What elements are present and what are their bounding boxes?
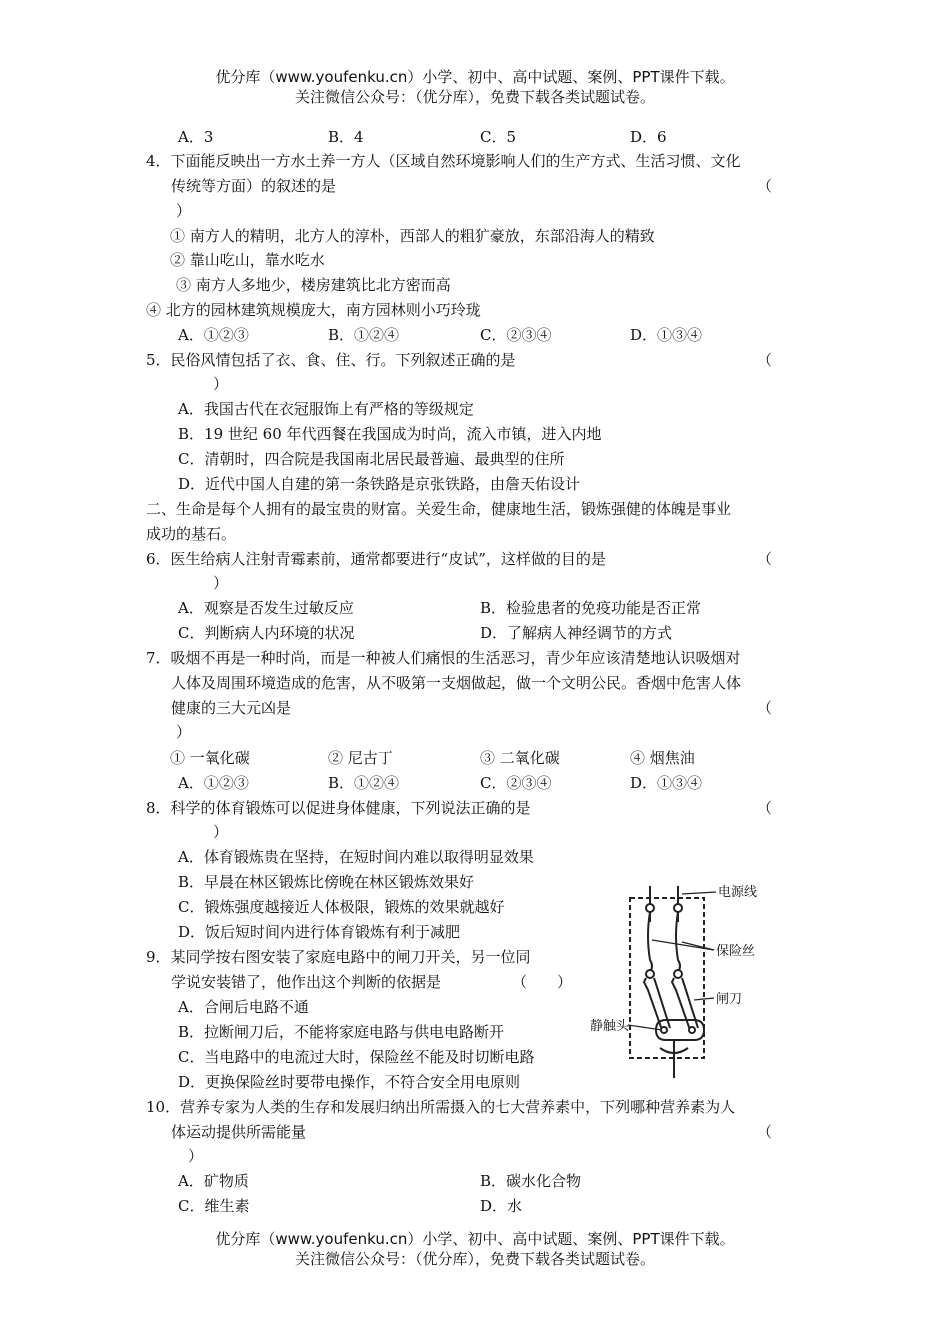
q6-answer-paren-close: ） (213, 574, 229, 592)
q9-stem-line-1: 9．某同学按右图安装了家庭电路中的闸刀开关，另一位同 (146, 948, 531, 966)
upper-terminal-right (674, 904, 682, 912)
q10-option-a: A．矿物质 (178, 1172, 249, 1190)
q4-statement-2: ② 靠山吃山，靠水吃水 (170, 251, 325, 269)
label-power-line: 电源线 (718, 885, 758, 900)
q5-stem: 5．民俗风情包括了衣、食、住、行。下列叙述正确的是 (146, 351, 516, 369)
q9-answer-paren: （ ） (512, 973, 573, 991)
q5-option-b: B．19 世纪 60 年代西餐在我国成为时尚，流入市镇，进入内地 (178, 425, 602, 443)
upper-terminal-left (646, 904, 654, 912)
q7-statement-1: ① 一氧化碳 (170, 749, 250, 767)
q7-statement-3: ③ 二氧化碳 (480, 749, 560, 767)
blade-left (644, 978, 670, 1030)
q4-option-c: C．②③④ (480, 326, 552, 344)
q6-option-a: A．观察是否发生过敏反应 (178, 599, 354, 617)
q8-option-b: B．早晨在林区锻炼比傍晚在林区锻炼效果好 (178, 873, 475, 891)
q7-stem-line-1: 7．吸烟不再是一种时尚，而是一种被人们痛恨的生活恶习，青少年应该清楚地认识吸烟对 (146, 649, 741, 667)
q8-answer-paren-close: ） (213, 823, 229, 841)
q8-option-a: A．体育锻炼贵在坚持，在短时间内难以取得明显效果 (178, 848, 534, 866)
q5-answer-paren-open: （ (757, 351, 773, 369)
q4-stem-line-2: 传统等方面）的叙述的是 (171, 177, 337, 195)
blade-right (672, 978, 698, 1030)
q7-option-b: B．①②④ (328, 774, 400, 792)
q8-answer-paren-open: （ (757, 799, 773, 817)
q10-answer-paren-close: ） (188, 1147, 204, 1165)
q7-option-c: C．②③④ (480, 774, 552, 792)
q4-statement-1: ① 南方人的精明，北方人的淳朴，西部人的粗犷豪放，东部沿海人的精致 (170, 227, 655, 245)
q4-stem-line-1: 4．下面能反映出一方水土养一方人（区域自然环境影响人们的生产方式、生活习惯、文化 (146, 152, 741, 170)
q7-stem-line-3: 健康的三大元凶是 (171, 699, 292, 717)
q6-option-d: D．了解病人神经调节的方式 (480, 624, 673, 642)
q6-option-c: C．判断病人内环境的状况 (178, 624, 355, 642)
q4-statement-3: ③ 南方人多地少，楼房建筑比北方密而高 (176, 276, 451, 294)
q8-option-c: C．锻炼强度越接近人体极限，锻炼的效果就越好 (178, 898, 505, 916)
pivot-left (646, 970, 654, 978)
q10-option-b: B．碳水化合物 (480, 1172, 582, 1190)
q5-option-d: D．近代中国人自建的第一条铁路是京张铁路，由詹天佑设计 (178, 475, 581, 493)
knife-switch-figure (590, 880, 780, 1080)
q9-option-d: D．更换保险丝时要带电操作，不符合安全用电原则 (178, 1073, 521, 1091)
q7-option-d: D．①③④ (630, 774, 703, 792)
section-2-line-2: 成功的基石。 (146, 525, 237, 543)
leader-power (682, 892, 716, 894)
q4-option-d: D．①③④ (630, 326, 703, 344)
q10-option-d: D．水 (480, 1197, 523, 1215)
q10-answer-paren-open: （ (757, 1123, 773, 1141)
q7-answer-paren-open: （ (757, 699, 773, 717)
q7-answer-paren-close: ） (176, 723, 192, 741)
q9-option-c: C．当电路中的电流过大时，保险丝不能及时切断电路 (178, 1048, 535, 1066)
leader-blade (694, 998, 714, 1000)
q4-option-a: A．①②③ (178, 326, 249, 344)
q3-option-a: A．3 (178, 128, 214, 146)
switch-base-outline (630, 898, 704, 1058)
q7-statement-4: ④ 烟焦油 (630, 749, 695, 767)
header-line-2: 关注微信公众号：（优分库），免费下载各类试题试卷。 (294, 88, 655, 106)
q9-stem-line-2: 学说安装错了，他作出这个判断的依据是 (171, 973, 442, 991)
footer-line-2: 关注微信公众号：（优分库），免费下载各类试题试卷。 (294, 1250, 655, 1268)
q9-option-b: B．拉断闸刀后，不能将家庭电路与供电电路断开 (178, 1023, 505, 1041)
q3-option-b: B．4 (328, 128, 364, 146)
q8-option-d: D．饭后短时间内进行体育锻炼有利于减肥 (178, 923, 461, 941)
static-contact-right (689, 1027, 695, 1033)
q10-stem-line-1: 10．营养专家为人类的生存和发展归纳出所需摄入的七大营养素中，下列哪种营养素为人 (146, 1098, 736, 1116)
q4-statement-4: ④ 北方的园林建筑规模庞大，南方园林则小巧玲珑 (146, 301, 481, 319)
q5-option-a: A．我国古代在衣冠服饰上有严格的等级规定 (178, 400, 474, 418)
q4-option-b: B．①②④ (328, 326, 400, 344)
q3-option-c: C．5 (480, 128, 517, 146)
label-fuse: 保险丝 (716, 944, 756, 959)
q9-option-a: A．合闸后电路不通 (178, 998, 309, 1016)
q7-option-a: A．①②③ (178, 774, 249, 792)
q10-stem-line-2: 体运动提供所需能量 (171, 1123, 307, 1141)
q3-option-d: D．6 (630, 128, 667, 146)
q5-answer-paren-close: ） (213, 375, 229, 393)
q4-answer-paren-open: （ (757, 177, 773, 195)
q7-statement-2: ② 尼古丁 (328, 749, 393, 767)
q5-option-c: C．清朝时，四合院是我国南北居民最普遍、最典型的住所 (178, 450, 565, 468)
label-static-contact: 静触头 (590, 1019, 630, 1034)
q8-stem: 8．科学的体育锻炼可以促进身体健康，下列说法正确的是 (146, 799, 531, 817)
header-line-1: 优分库（www.youfenku.cn）小学、初中、高中试题、案例、PPT课件下载。 (215, 68, 735, 86)
footer-line-1: 优分库（www.youfenku.cn）小学、初中、高中试题、案例、PPT课件下载。 (215, 1230, 735, 1248)
pivot-right (674, 970, 682, 978)
section-2-line-1: 二、生命是每个人拥有的最宝贵的财富。关爱生命，健康地生活，锻炼强健的体魄是事业 (146, 500, 732, 518)
q10-option-c: C．维生素 (178, 1197, 250, 1215)
q6-stem: 6．医生给病人注射青霉素前，通常都要进行“皮试”，这样做的目的是 (146, 550, 606, 568)
q6-answer-paren-open: （ (757, 550, 773, 568)
q7-stem-line-2: 人体及周围环境造成的危害，从不吸第一支烟做起，做一个文明公民。香烟中危害人体 (171, 674, 742, 692)
label-blade: 闸刀 (716, 992, 743, 1007)
q6-option-b: B．检验患者的免疫功能是否正常 (480, 599, 702, 617)
q4-answer-paren-close: ） (176, 202, 192, 220)
